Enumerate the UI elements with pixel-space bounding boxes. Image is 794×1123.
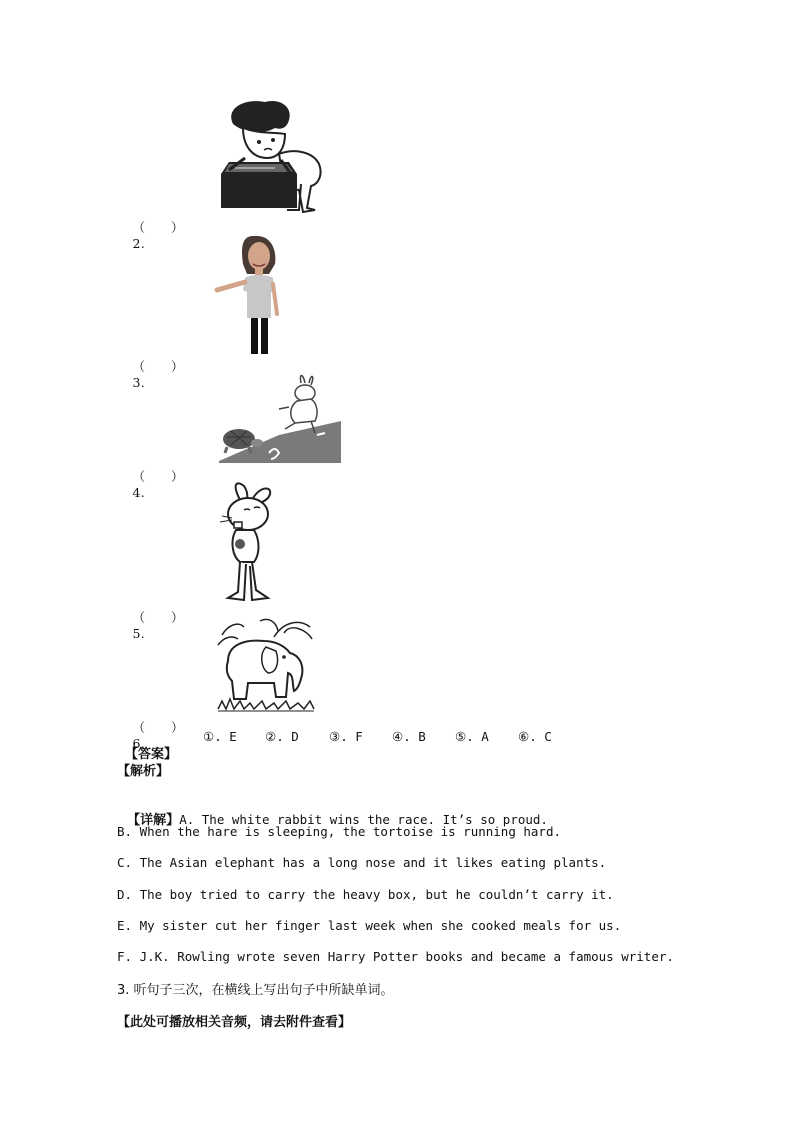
answer-item: ⑥. C bbox=[518, 729, 552, 744]
question-4-label bbox=[124, 452, 184, 500]
detail-line bbox=[117, 790, 548, 828]
proud-rabbit-picture bbox=[210, 480, 286, 606]
answer-item: ⑤. A bbox=[455, 729, 489, 744]
question-number: 4. bbox=[132, 485, 146, 500]
woman-waving-picture bbox=[213, 234, 285, 356]
answer-blank: （ ） bbox=[132, 220, 184, 235]
answer-label: 【答案】 bbox=[124, 747, 177, 762]
answer-item: ③. F bbox=[329, 729, 363, 744]
analysis-label: 【解析】 bbox=[117, 764, 170, 779]
sentence-b: B. When the hare is sleeping, the tortoise is running hard. bbox=[117, 824, 562, 839]
question-2-label bbox=[124, 203, 184, 251]
answer-blank: （ ） bbox=[132, 469, 184, 484]
question-number: 5. bbox=[132, 626, 146, 641]
sentence-d: D. The boy tried to carry the heavy box, but he couldn’t carry it. bbox=[117, 887, 614, 902]
answer-row bbox=[117, 728, 177, 762]
sentence-e: E. My sister cut her finger last week when she cooked meals for us. bbox=[117, 918, 622, 933]
boy-box-picture bbox=[215, 98, 327, 214]
answer-item: ④. B bbox=[392, 729, 426, 744]
answer-blank: （ ） bbox=[132, 610, 184, 625]
question-3-label bbox=[124, 342, 184, 390]
question-number: 2. bbox=[132, 236, 146, 251]
answer-blank: （ ） bbox=[132, 720, 184, 735]
answer-item: ①. E bbox=[203, 729, 237, 744]
sentence-a: A. The white rabbit wins the race. It’s so proud. bbox=[179, 812, 548, 827]
sentence-f: F. J.K. Rowling wrote seven Harry Potter books and became a famous writer. bbox=[117, 949, 674, 964]
answer-blank: （ ） bbox=[132, 359, 184, 374]
detail-label: 【详解】 bbox=[127, 813, 180, 828]
section-3-instruction: 3. 听句子三次，在横线上写出句子中所缺单词。 bbox=[117, 983, 394, 998]
question-number: 6. bbox=[132, 736, 146, 751]
tortoise-rabbit-race-picture bbox=[219, 373, 343, 465]
answer-item: ②. D bbox=[265, 729, 299, 744]
elephant-picture bbox=[214, 617, 316, 717]
question-5-label bbox=[124, 593, 184, 641]
sentence-c: C. The Asian elephant has a long nose and it likes eating plants. bbox=[117, 855, 607, 870]
audio-note: 【此处可播放相关音频，请去附件查看】 bbox=[117, 1015, 352, 1030]
question-number: 3. bbox=[132, 375, 146, 390]
